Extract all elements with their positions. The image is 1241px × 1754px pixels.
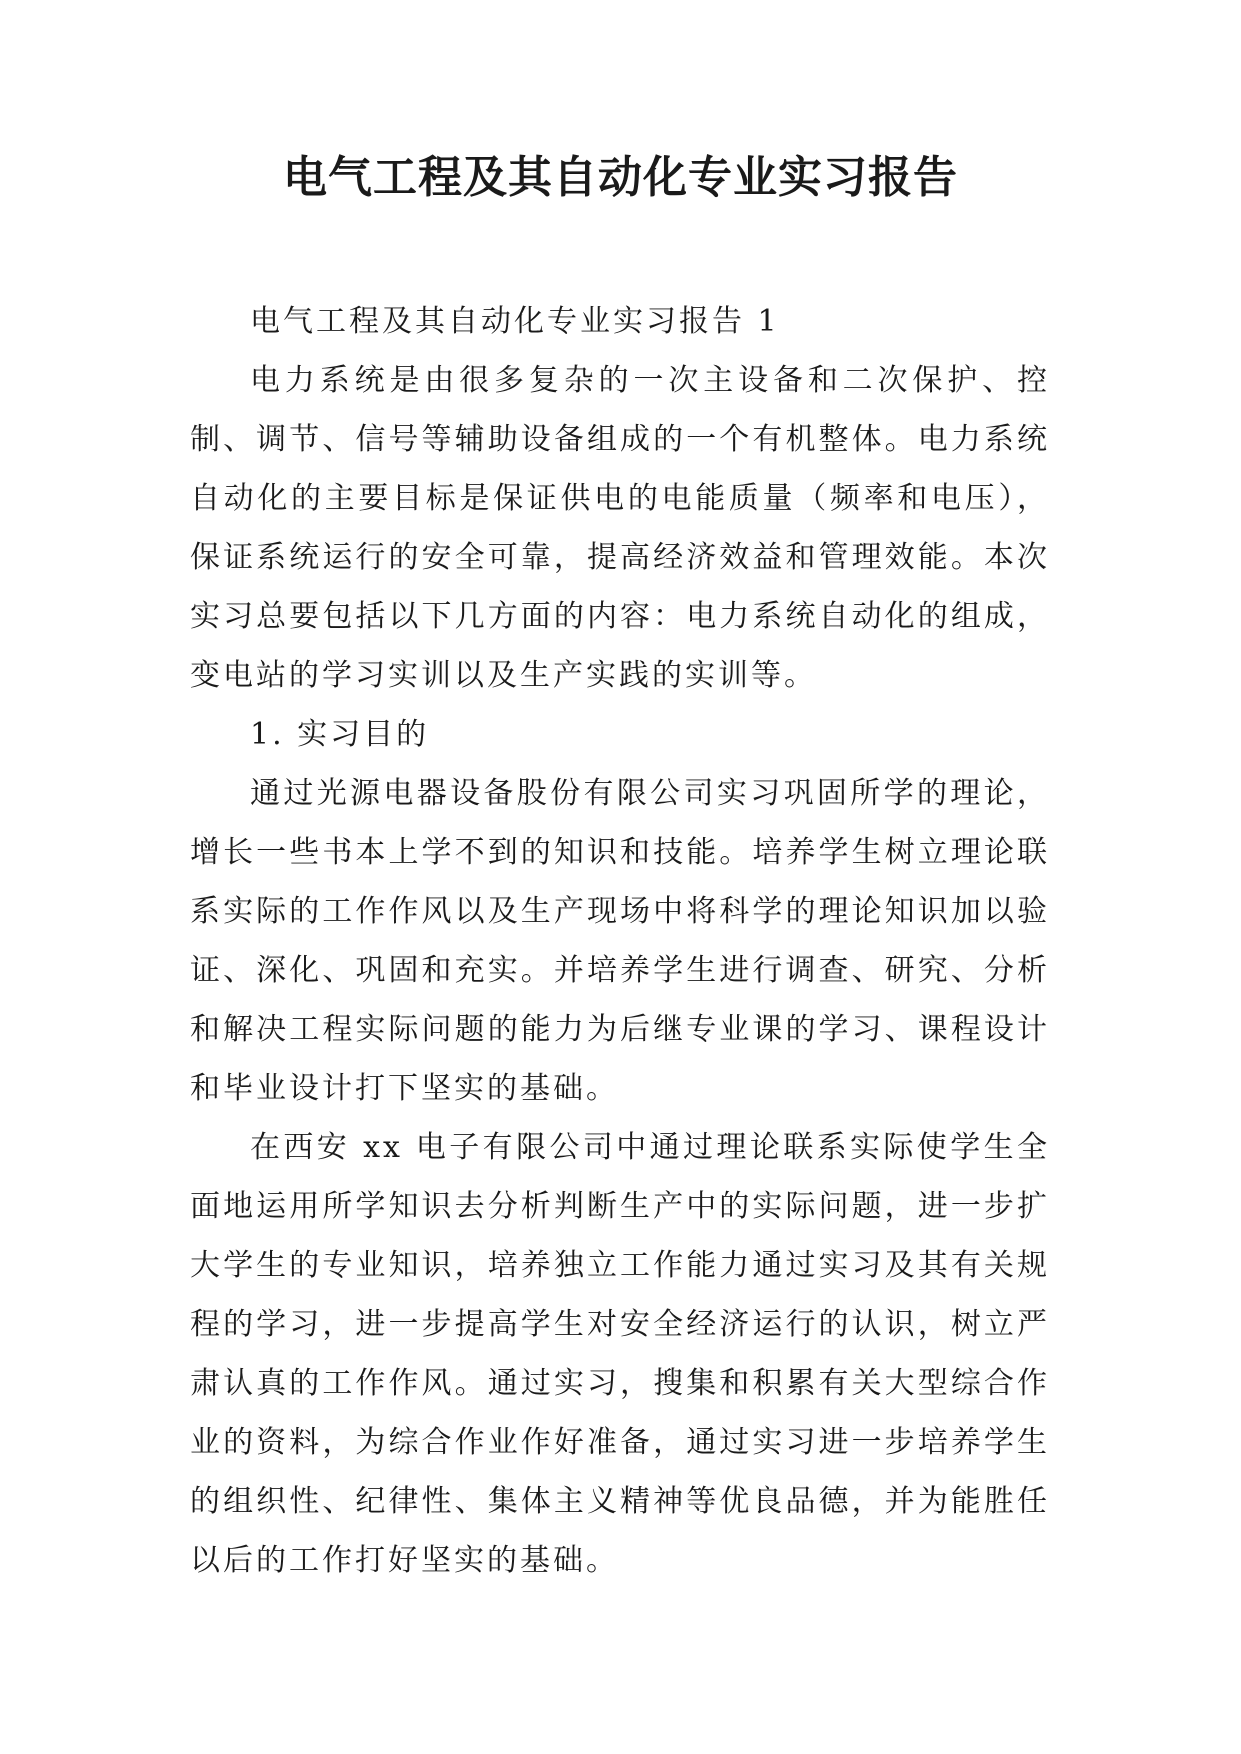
document-title: 电气工程及其自动化专业实习报告 (283, 152, 958, 203)
document-body (190, 292, 1050, 1590)
purpose-paragraph-1: 通过光源电器设备股份有限公司实习巩固所学的理论，增长一些书本上学不到的知识和技能。培养学生树立理论联系实际的工作作风以及生产现场中将科学的理论知识加以验证、深化、巩固和充实。并培养学生进行调查、研究、分析和解决工程实际问题的能力为后继专业课的学习、课程设计和毕业设计打下坚实的基础。 (190, 776, 1050, 1106)
section-heading-purpose: 1. 实习目的 (250, 717, 430, 752)
purpose-paragraph-2: 在西安 xx 电子有限公司中通过理论联系实际使学生全面地运用所学知识去分析判断生产中的实际问题，进一步扩大学生的专业知识，培养独立工作能力通过实习及其有关规程的学习，进一步提高学生对安全经济运行的认识，树立严肃认真的工作作风。通过实习，搜集和积累有关大型综合作业的资料，为综合作业作好准备，通过实习进一步培养学生的组织性、纪律性、集体主义精神等优良品德，并为能胜任以后的工作打好坚实的基础。 (190, 1130, 1050, 1578)
report-subtitle: 电气工程及其自动化专业实习报告 1 (250, 304, 780, 339)
intro-paragraph: 电力系统是由很多复杂的一次主设备和二次保护、控制、调节、信号等辅助设备组成的一个有机整体。电力系统自动化的主要目标是保证供电的电能质量（频率和电压），保证系统运行的安全可靠，提高经济效益和管理效能。本次实习总要包括以下几方面的内容：电力系统自动化的组成，变电站的学习实训以及生产实践的实训等。 (190, 363, 1050, 693)
